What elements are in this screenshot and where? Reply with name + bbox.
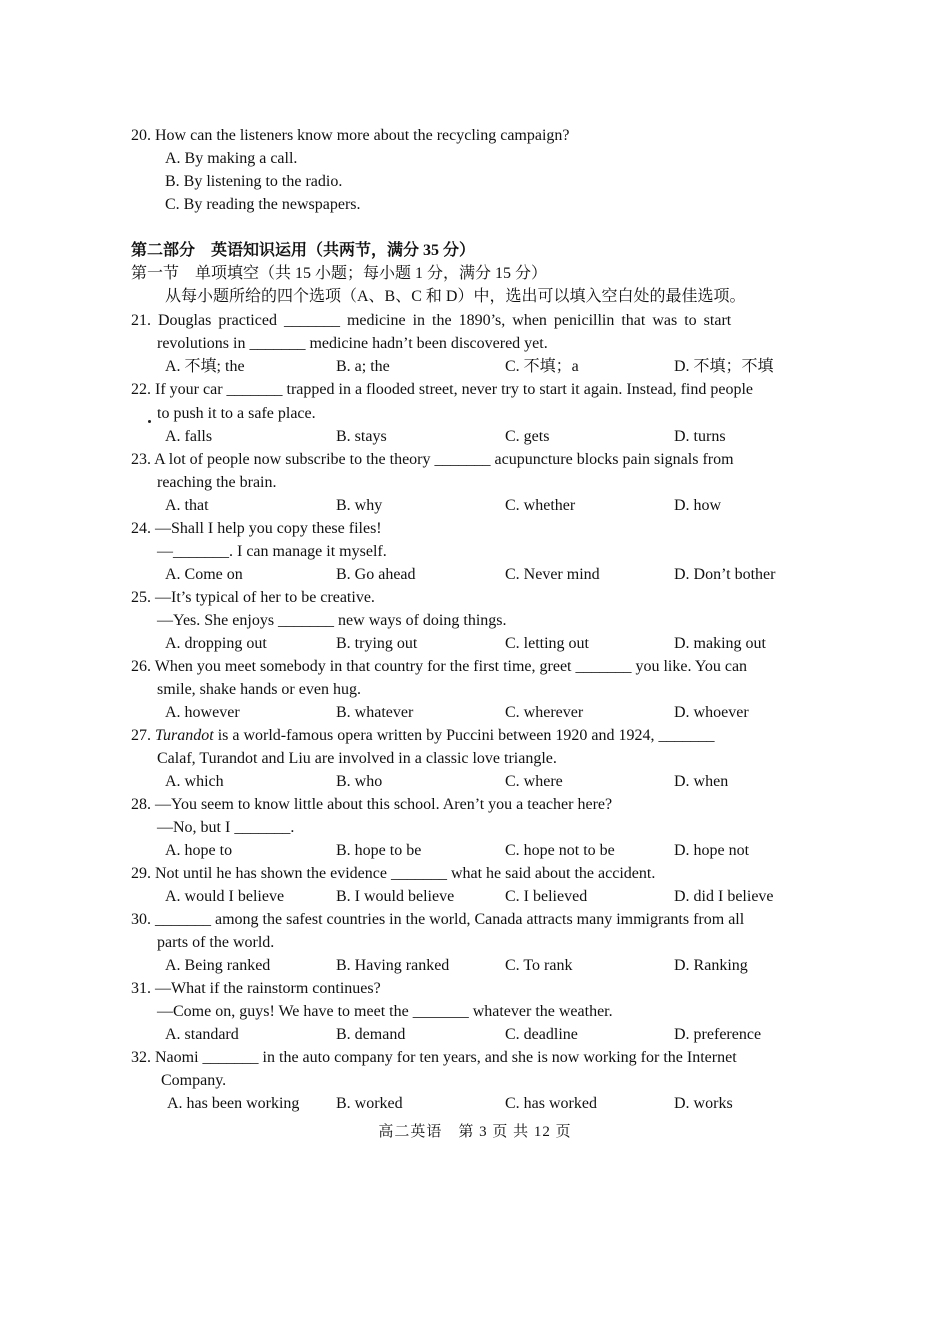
question-21-stem-line1: 21. Douglas practiced _______ medicine in the 1890’s, when penicillin that was to start [131,312,732,329]
section-instruction: 从每小题所给的四个选项（A、B、C 和 D）中，选出可以填入空白处的最佳选项。 [165,288,746,305]
question-29-stem-line1: 29. Not until he has shown the evidence _______ what he said about the accident. [131,865,656,882]
question-32-option-d: D. works [674,1095,733,1112]
section-one-heading: 第一节 单项填空（共 15 小题；每小题 1 分，满分 15 分） [131,265,548,282]
question-27-stem-line2: Calaf, Turandot and Liu are involved in a classic love triangle. [157,750,557,767]
question-29-option-d: D. did I believe [674,888,774,905]
question-21-option-a: A. 不填; the [165,358,245,375]
question-24-stem-line1: 24. —Shall I help you copy these files! [131,520,382,537]
question-26-option-b: B. whatever [336,704,414,721]
question-23-stem-line1: 23. A lot of people now subscribe to the theory _______ acupuncture blocks pain signals from [131,451,734,468]
question-21-option-c: C. 不填；a [505,358,579,375]
question-20-option-b: B. By listening to the radio. [165,173,343,190]
question-24-option-a: A. Come on [165,566,243,583]
question-22-stem-line1: 22. If your car _______ trapped in a flooded street, never try to start it again. Instead, find people [131,381,754,398]
question-24-option-b: B. Go ahead [336,566,416,583]
question-27-option-b: B. who [336,773,383,790]
question-22-option-a: A. falls [165,428,213,445]
question-22-option-b: B. stays [336,428,387,445]
question-28-option-d: D. hope not [674,842,750,859]
question-24-stem-line2: —_______. I can manage it myself. [157,543,387,560]
question-30-option-c: C. To rank [505,957,573,974]
question-31-option-a: A. standard [165,1026,239,1043]
question-27-option-d: D. when [674,773,729,790]
question-32-option-a: A. has been working [167,1095,300,1112]
question-32-stem-line1: 32. Naomi _______ in the auto company for ten years, and she is now working for the Internet [131,1049,737,1066]
question-31-stem-line2: —Come on, guys! We have to meet the _______ whatever the weather. [157,1003,613,1020]
question-27-number: 27. [131,727,151,744]
question-20-option-a: A. By making a call. [165,150,298,167]
question-30-option-d: D. Ranking [674,957,748,974]
question-23-option-d: D. how [674,497,722,514]
question-29-option-a: A. would I believe [165,888,285,905]
question-32-option-c: C. has worked [505,1095,597,1112]
question-30-stem-line2: parts of the world. [157,934,275,951]
page-footer: 高二英语 第 3 页 共 12 页 [378,1124,572,1140]
question-25-stem-line2: —Yes. She enjoys _______ new ways of doing things. [157,612,507,629]
question-28-option-a: A. hope to [165,842,233,859]
question-30-option-a: A. Being ranked [165,957,271,974]
question-31-option-d: D. preference [674,1026,762,1043]
question-32-stem-line2: Company. [161,1072,227,1089]
question-30-stem-line1: 30. _______ among the safest countries in the world, Canada attracts many immigrants from all [131,911,745,928]
question-27-option-a: A. which [165,773,224,790]
scan-speck [148,420,151,423]
question-26-option-d: D. whoever [674,704,749,721]
question-28-option-c: C. hope not to be [505,842,615,859]
question-32-option-b: B. worked [336,1095,403,1112]
question-21-option-d: D. 不填；不填 [674,358,774,375]
question-28-stem-line2: —No, but I _______. [157,819,295,836]
question-26-option-c: C. wherever [505,704,584,721]
question-31-option-c: C. deadline [505,1026,578,1043]
question-26-option-a: A. however [165,704,240,721]
question-20-stem: 20. How can the listeners know more about the recycling campaign? [131,127,570,144]
question-28-option-b: B. hope to be [336,842,422,859]
question-24-option-d: D. Don’t bother [674,566,776,583]
question-30-option-b: B. Having ranked [336,957,450,974]
question-31-option-b: B. demand [336,1026,406,1043]
question-27-opera-title: Turandot [155,727,214,744]
question-24-option-c: C. Never mind [505,566,600,583]
question-25-option-c: C. letting out [505,635,589,652]
question-29-option-b: B. I would believe [336,888,455,905]
question-26-stem-line1: 26. When you meet somebody in that country for the first time, greet _______ you like. You can [131,658,748,675]
question-25-option-b: B. trying out [336,635,418,652]
question-22-stem-line2: to push it to a safe place. [157,405,316,422]
question-31-stem-line1: 31. —What if the rainstorm continues? [131,980,381,997]
part-two-heading: 第二部分 英语知识运用（共两节，满分 35 分） [131,242,476,259]
question-22-option-c: C. gets [505,428,550,445]
question-25-option-d: D. making out [674,635,766,652]
question-23-option-b: B. why [336,497,383,514]
question-22-option-d: D. turns [674,428,726,445]
question-27-stem-line1 [131,725,714,747]
question-21-stem-line2: revolutions in _______ medicine hadn’t been discovered yet. [157,335,548,352]
question-26-stem-line2: smile, shake hands or even hug. [157,681,361,698]
question-25-option-a: A. dropping out [165,635,267,652]
question-27-option-c: C. where [505,773,563,790]
question-29-option-c: C. I believed [505,888,588,905]
question-27-stem-rest: is a world-famous opera written by Puccini between 1920 and 1924, _______ [217,727,715,744]
question-20-option-c: C. By reading the newspapers. [165,196,361,213]
question-23-stem-line2: reaching the brain. [157,474,277,491]
question-23-option-c: C. whether [505,497,576,514]
question-25-stem-line1: 25. —It’s typical of her to be creative. [131,589,375,606]
question-21-option-b: B. a; the [336,358,390,375]
question-23-option-a: A. that [165,497,209,514]
question-28-stem-line1: 28. —You seem to know little about this school. Aren’t you a teacher here? [131,796,613,813]
